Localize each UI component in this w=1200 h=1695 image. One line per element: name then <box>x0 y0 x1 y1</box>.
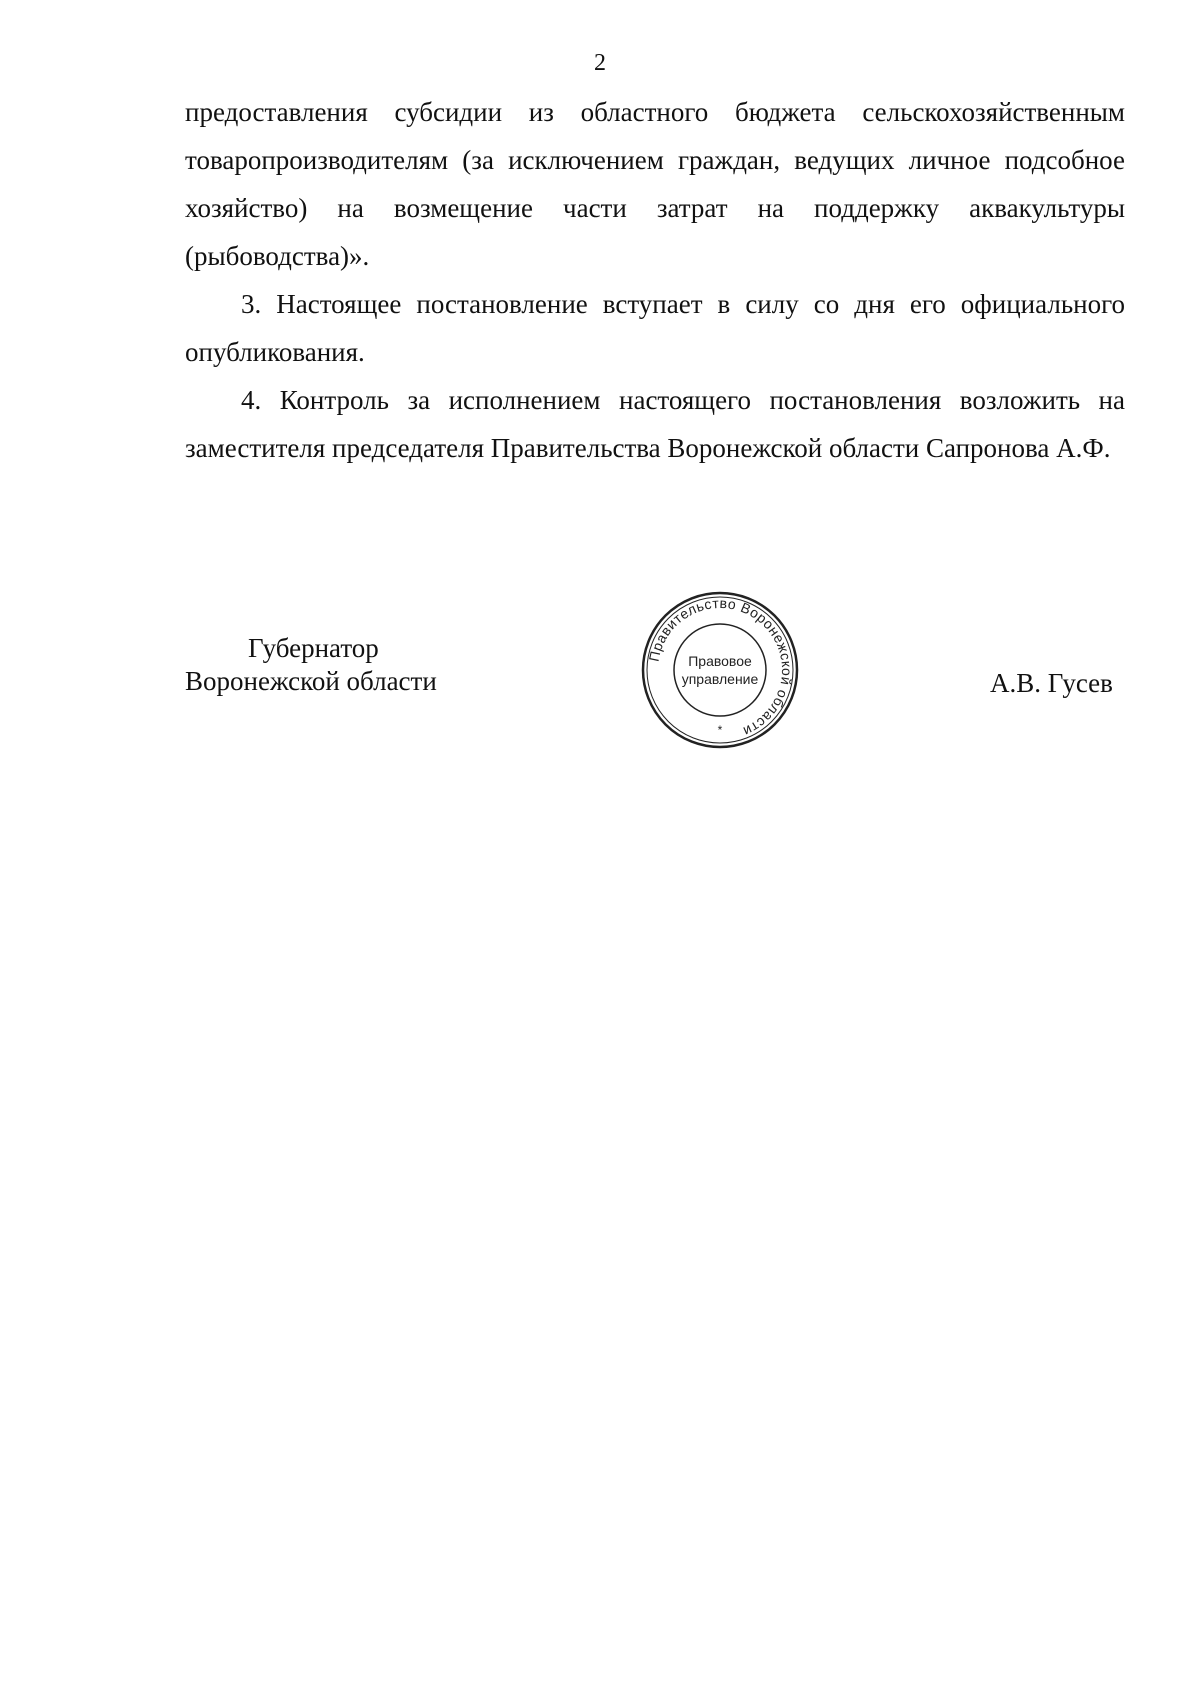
paragraph-4: 4. Контроль за исполнением настоящего постановления возложить на заместителя председателя Правительства Воронежской области Сапронова А.Ф. <box>185 385 1125 463</box>
paragraph-3: 3. Настоящее постановление вступает в силу со дня его официального опубликования. <box>185 289 1125 367</box>
stamp-seal-icon <box>640 590 800 750</box>
signature-name: А.В. Гусев <box>990 668 1113 698</box>
signature-title-line1: Губернатор <box>248 633 379 663</box>
page-number: 2 <box>594 50 606 76</box>
stamp-outer-text: Правительство Воронежской области <box>645 594 796 740</box>
stamp-inner-line2: управление <box>681 671 759 687</box>
stamp <box>640 590 800 750</box>
stamp-mark: * <box>717 723 723 737</box>
stamp-inner-line1: Правовое <box>688 653 752 669</box>
paragraph-continuation: предоставления субсидии из областного бюджета сельскохозяйственным товаропроизводителям (за исключением граждан, ведущих личное подсобное хозяйство) на возмещение части затрат на поддержку аквакультуры (рыбоводства)». <box>185 97 1125 271</box>
signature-title-line2: Воронежской области <box>185 666 437 696</box>
document-body <box>185 88 1125 472</box>
signature-title <box>185 632 437 698</box>
